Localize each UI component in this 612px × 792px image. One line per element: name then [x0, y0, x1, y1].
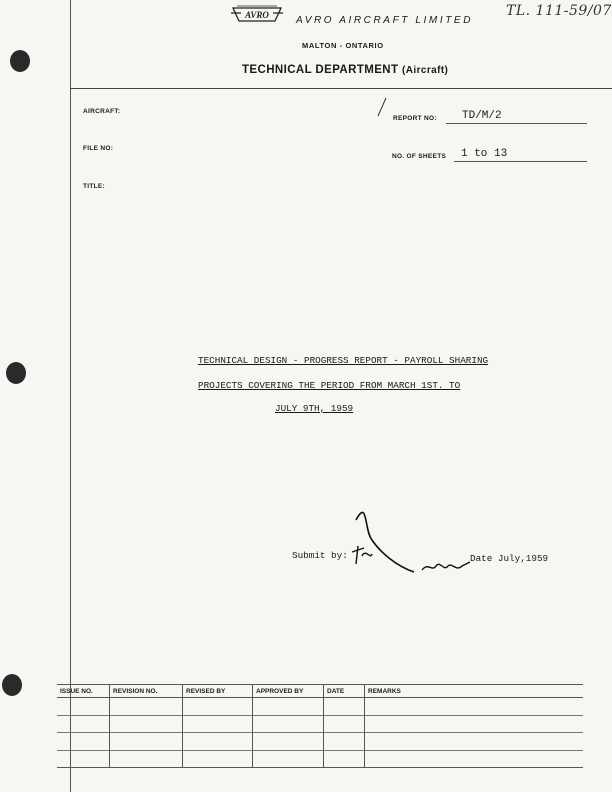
table-row [57, 750, 583, 768]
report-title-line-1: TECHNICAL DESIGN - PROGRESS REPORT - PAYROLL SHARING [198, 355, 489, 366]
file-no-label: FILE NO: [83, 145, 114, 152]
revised-by-header: REVISED BY [183, 685, 253, 698]
date-header: DATE [324, 685, 365, 698]
company-location: MALTON - ONTARIO [302, 41, 384, 50]
revision-no-header: REVISION NO. [110, 685, 183, 698]
sheets-value: 1 to 13 [461, 148, 508, 160]
report-title-line-2: PROJECTS COVERING THE PERIOD FROM MARCH 1ST. TO [198, 380, 461, 391]
left-margin-rule [70, 0, 71, 792]
revision-table [57, 684, 583, 768]
report-no-label: REPORT NO: [393, 115, 437, 122]
remarks-header: REMARKS [365, 685, 584, 698]
binder-hole-top [10, 50, 30, 72]
aircraft-label: AIRCRAFT: [83, 108, 121, 115]
binder-hole-bottom [2, 674, 22, 696]
avro-logo [231, 4, 283, 24]
handwritten-reference: TL. 111-59/07 [506, 3, 612, 19]
table-row [57, 733, 583, 751]
sheets-underline [454, 161, 587, 162]
company-name: AVRO AIRCRAFT LIMITED [296, 15, 474, 26]
department-name: TECHNICAL DEPARTMENT [242, 64, 399, 76]
header-rule [70, 88, 612, 89]
revision-table-header-row [57, 685, 583, 698]
table-row [57, 698, 583, 716]
sheets-label: NO. OF SHEETS [392, 153, 447, 160]
svg-text:AVRO: AVRO [245, 10, 269, 20]
binder-hole-middle [6, 362, 26, 384]
issue-no-header: ISSUE NO. [57, 685, 110, 698]
report-no-underline [446, 123, 587, 124]
signature [350, 490, 480, 580]
department-subtitle: (Aircraft) [402, 65, 449, 76]
table-row [57, 715, 583, 733]
report-title-line-3: JULY 9TH, 1959 [275, 403, 354, 414]
date-text: Date July,1959 [470, 553, 549, 564]
report-no-value: TD/M/2 [462, 110, 502, 122]
submit-label: Submit by: [292, 550, 348, 561]
department-title [242, 64, 448, 76]
pen-mark [376, 96, 388, 118]
title-label: TITLE: [83, 183, 106, 190]
approved-by-header: APPROVED BY [253, 685, 324, 698]
